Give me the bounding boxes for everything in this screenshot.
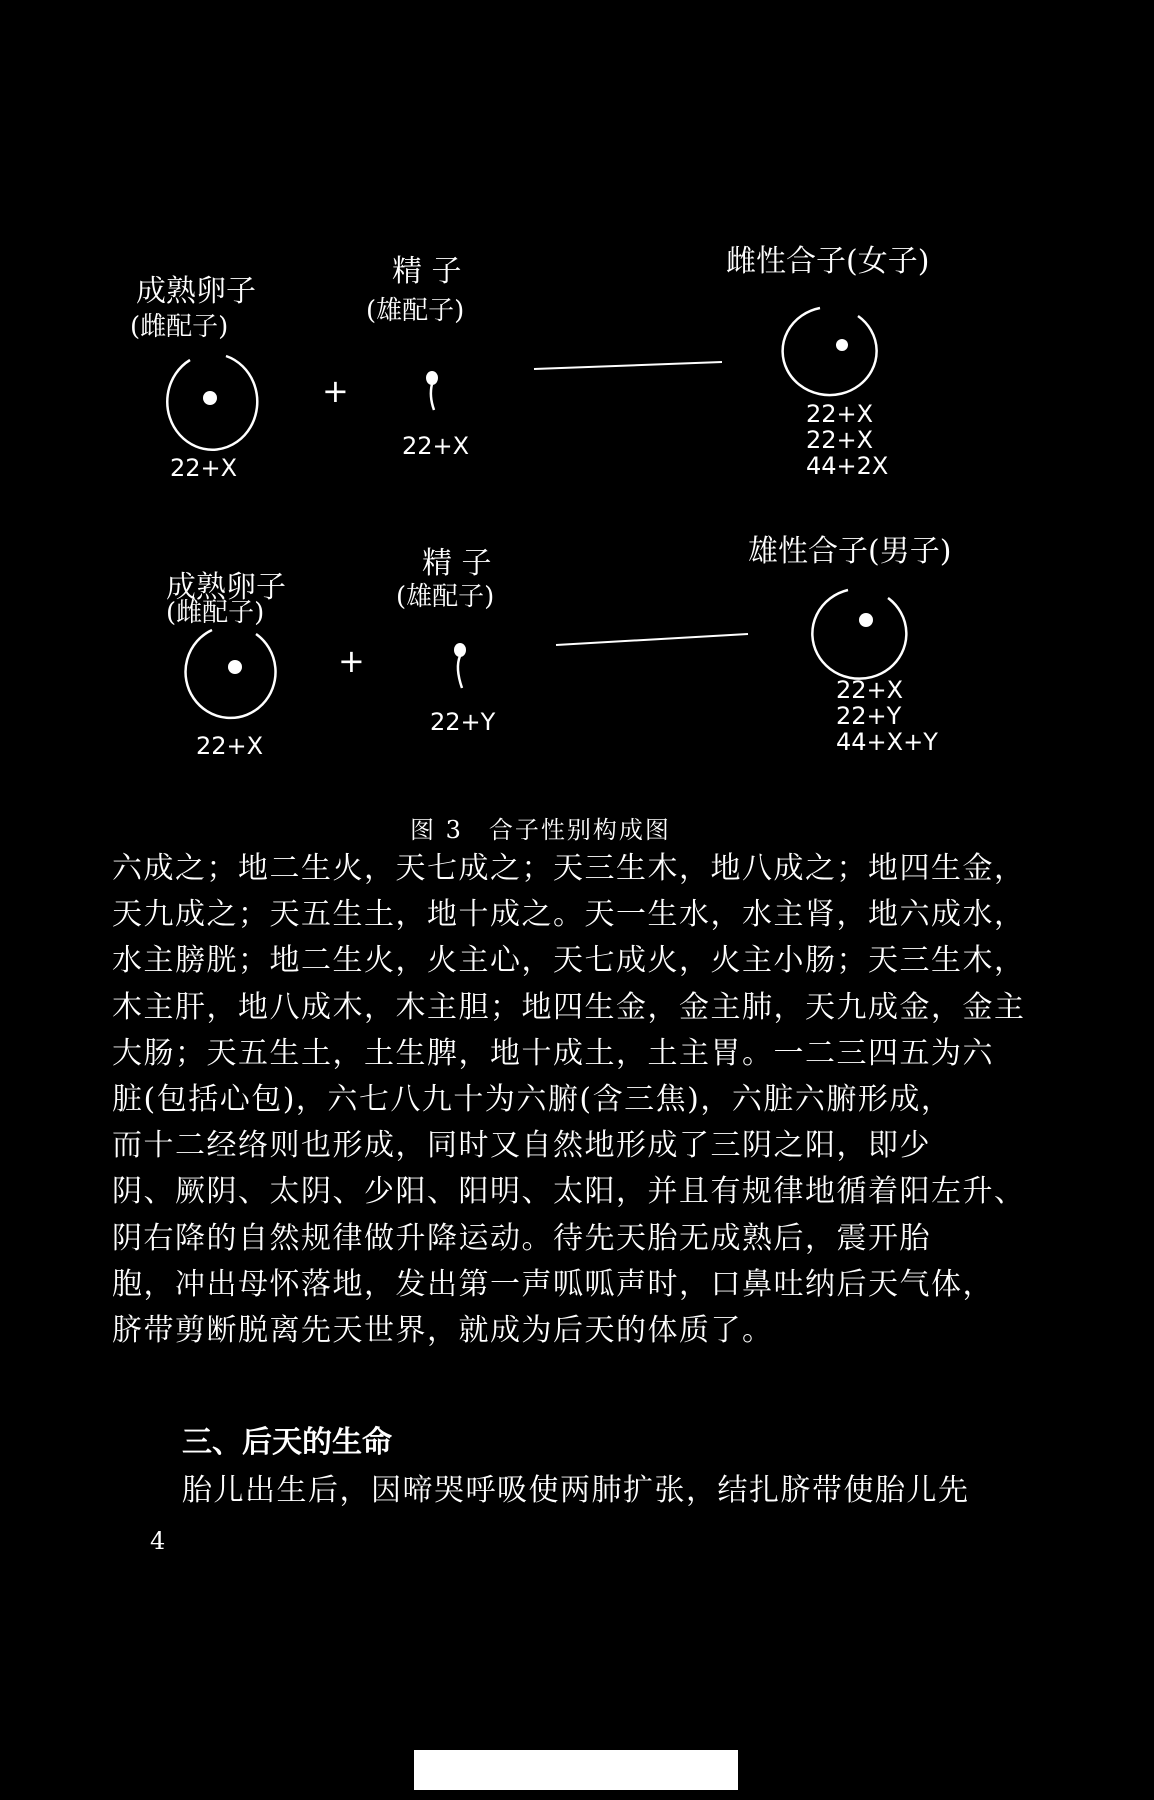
zygote-cell-1 — [783, 308, 877, 395]
body-line: 阴右降的自然规律做升降运动。待先天胎无成熟后，震开胎 — [112, 1220, 931, 1256]
zygote-formula-2c: 44+X+Y — [836, 728, 938, 756]
body-paragraph — [112, 846, 1026, 1354]
plus-sign-2: + — [338, 642, 365, 680]
sperm-formula-1: 22+X — [402, 432, 470, 460]
section-heading: 三、后天的生命 — [182, 1425, 392, 1460]
sperm-label-1: 精 子 — [392, 254, 462, 289]
egg-sublabel-1: (雌配子) — [130, 312, 229, 342]
arrow-line-2 — [556, 634, 748, 645]
figure-caption: 图 3 合子性别构成图 — [410, 816, 671, 844]
plus-sign-1: + — [322, 372, 349, 410]
zygote-label-2: 雄性合子(男子) — [748, 534, 952, 569]
zygote-formula-1c: 44+2X — [806, 452, 889, 480]
egg-sublabel-2: (雌配子) — [166, 598, 265, 628]
sperm-sublabel-2: (雄配子) — [396, 582, 495, 612]
egg-label-1: 成熟卵子 — [136, 274, 256, 309]
egg-formula-2: 22+X — [196, 732, 264, 760]
arrow-line-1 — [534, 362, 722, 369]
sperm-formula-2: 22+Y — [430, 708, 496, 736]
zygote-label-1: 雌性合子(女子) — [726, 244, 930, 279]
sperm-cell-1 — [426, 371, 438, 410]
zygote-cell-2 — [812, 590, 906, 679]
figure-drawing — [0, 0, 1154, 800]
zygote-formula-1a: 22+X — [806, 400, 874, 428]
scan-white-bar — [414, 1750, 738, 1790]
body-line: 而十二经络则也形成，同时又自然地形成了三阴之阳，即少 — [112, 1128, 931, 1164]
zygote-formula-1b: 22+X — [806, 426, 874, 454]
page-number: 4 — [150, 1527, 166, 1555]
body-line: 大肠；天五生土，土生脾，地十成土，土主胃。一二三四五为六 — [112, 1035, 994, 1071]
zygote-formula-2a: 22+X — [836, 676, 904, 704]
sperm-label-2: 精 子 — [422, 546, 492, 581]
egg-formula-1: 22+X — [170, 454, 238, 482]
egg-cell-2 — [186, 630, 276, 718]
body-line: 脏(包括心包)，六七八九十为六腑(含三焦)，六脏六腑形成， — [112, 1082, 953, 1118]
sperm-cell-2 — [454, 643, 466, 688]
body-line: 六成之；地二生火，天七成之；天三生木，地八成之；地四生金， — [112, 851, 1026, 886]
paragraph-2-first-line: 胎儿出生后，因啼哭呼吸使两肺扩张，结扎脐带使胎儿先 — [182, 1473, 970, 1508]
body-line: 天九成之；天五生土，地十成之。天一生水，水主肾，地六成水， — [112, 897, 1026, 933]
egg-cell-1 — [167, 356, 257, 450]
body-line: 脐带剪断脱离先天世界，就成为后天的体质了。 — [112, 1313, 774, 1349]
body-line: 水主膀胱；地二生火，火主心，天七成火，火主小肠；天三生木， — [112, 943, 1026, 979]
body-line: 胞，冲出母怀落地，发出第一声呱呱声时，口鼻吐纳后天气体， — [112, 1266, 994, 1302]
body-line: 阴、厥阴、太阴、少阳、阳明、太阳，并且有规律地循着阳左升、 — [112, 1174, 1026, 1210]
egg-label-2: 成熟卵子 — [166, 570, 286, 605]
zygote-formula-2b: 22+Y — [836, 702, 902, 730]
body-line: 木主肝，地八成木，木主胆；地四生金，金主肺，天九成金，金主 — [112, 989, 1026, 1025]
sperm-sublabel-1: (雄配子) — [366, 296, 465, 326]
